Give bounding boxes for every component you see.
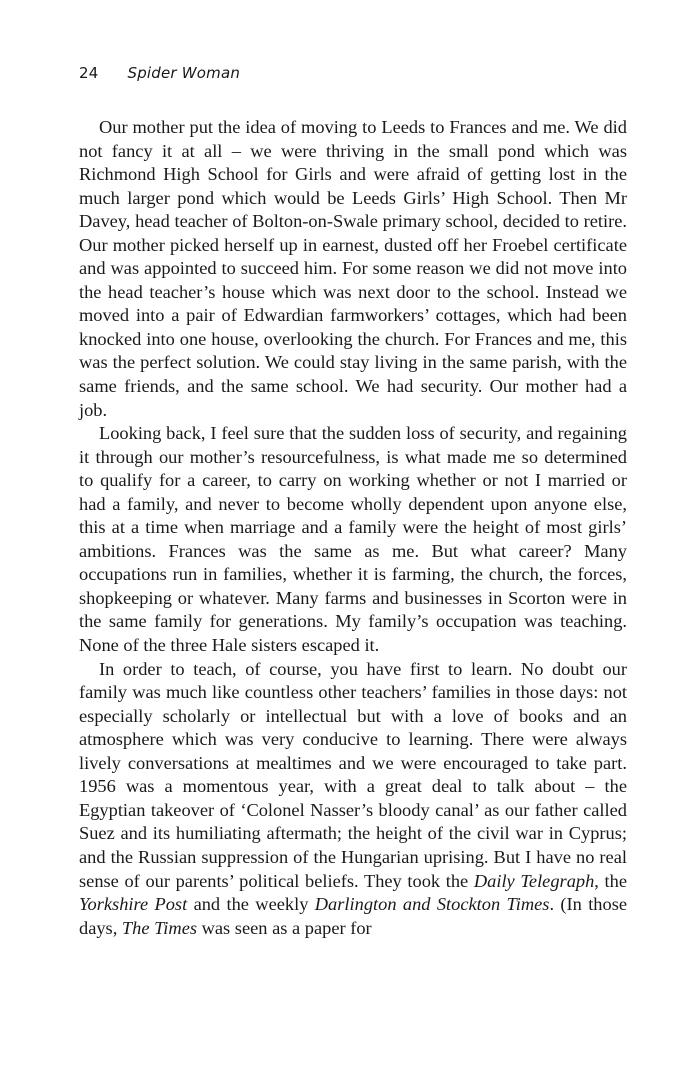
text-run: In order to teach, of course, you have first to learn. No doubt our family was much like countless other teachers’ families in those days: not especially scholarly or intellectual but with a love of books and an atmosphere which was very conducive to learning. There were always lively conversations at mealtimes and we were encouraged to take part. 1956 was a momentous year, with a great deal to talk about – the Egyptian takeover of ‘Colonel Nasser’s bloody canal’ as our father called Suez and its humiliating aftermath; the height of the civil war in Cyprus; and the Russian suppression of the Hungarian uprising. But I have no real sense of our parents’ political beliefs. They took the: [79, 658, 627, 891]
text-run: was seen as a paper for: [197, 917, 372, 938]
paragraph: [79, 422, 627, 657]
text-run: , the: [594, 870, 627, 891]
italic-title-run: The Times: [121, 917, 198, 938]
text-run: and the weekly: [187, 894, 315, 915]
text-run: . (In those days,: [79, 894, 628, 938]
running-head: [79, 64, 240, 82]
book-title: Spider Woman: [127, 64, 241, 82]
text-run: Looking back, I feel sure that the sudden loss of security, and regaining it through our mother’s resourcefulness, is what made me so determined to qualify for a career, to carry on working whether or not I married or had a family, and never to become wholly dependent upon anyone else, this at a time when marriage and a family were the height of most girls’ ambitions. Frances was the same as me. But what career? Many occupations run in families, whether it is farming, the church, the forces, shopkeeping or whatever. Many farms and businesses in Scorton were in the same family for generations. My family’s occupation was teaching. None of the three Hale sisters escaped it.: [79, 423, 627, 656]
text-run: Our mother put the idea of moving to Leeds to Frances and me. We did not fancy it at all – we were thriving in the small pond which was Richmond High School for Girls and were afraid of getting lost in the much larger pond which would be Leeds Girls’ High School. Then Mr Davey, head teacher of Bolton-on-Swale primary school, decided to retire. Our mother picked herself up in earnest, dusted off her Froebel certificate and was appointed to succeed him. For some reason we did not move into the head teacher’s house which was next door to the school. Instead we moved into a pair of Edwardian farmworkers’ cottages, which had been knocked into one house, overlooking the church. For Frances and me, this was the perfect solution. We could stay living in the same parish, with the same friends, and the same school. We had security. Our mother had a job.: [79, 117, 627, 420]
paragraph: [79, 116, 627, 422]
page-number: 24: [79, 64, 99, 82]
italic-title-run: Yorkshire Post: [79, 894, 188, 915]
italic-title-run: Darlington and Stockton Times: [314, 894, 550, 915]
paragraph: [79, 658, 627, 941]
italic-title-run: Daily Telegraph: [473, 870, 595, 891]
body-text: [79, 116, 627, 940]
